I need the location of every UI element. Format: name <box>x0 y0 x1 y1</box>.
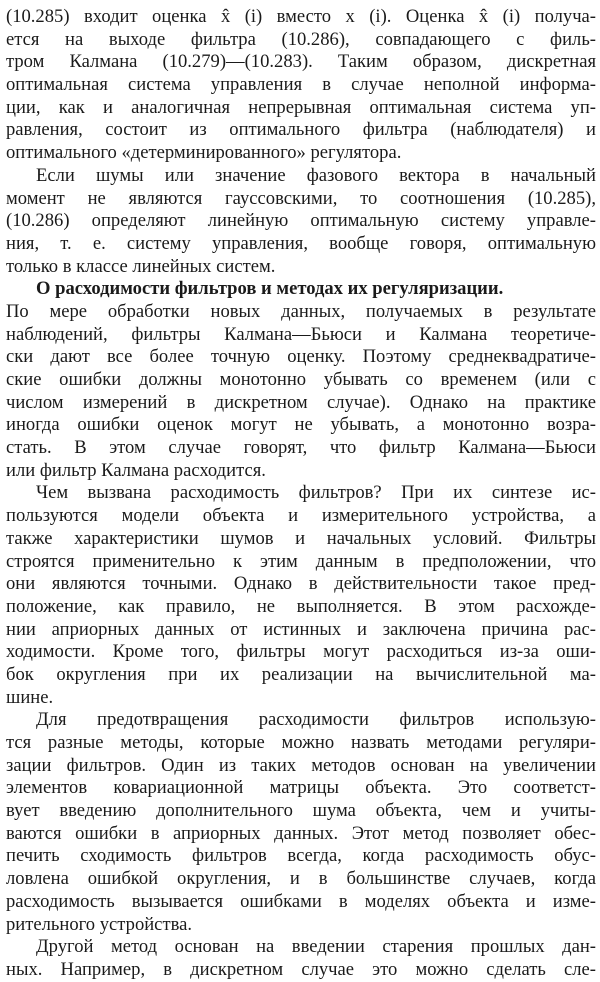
text-line: Если шумы или значение фазового вектора в начальный <box>36 164 596 186</box>
section-heading: О расходимости фильтров и методах их регуляризации. <box>36 278 504 300</box>
paragraph-2 <box>6 165 596 278</box>
section-heading-line <box>6 278 596 301</box>
text-line: зации фильтров. Один из таких методов основан на увеличении <box>6 754 596 776</box>
text-line: ется на выходе фильтра (10.286), совпадающего с филь- <box>6 28 596 50</box>
text-line: положение, как правило, не выполняется. В этом расхожде- <box>6 595 596 617</box>
text-line: элементов ковариационной матрицы объекта. Это соответст- <box>6 777 596 799</box>
text-line: расходимость вызывается ошибками в моделях объекта и изме- <box>6 890 596 912</box>
text-line: иногда ошибки оценок могут не убывать, а монотонно возра- <box>6 414 596 436</box>
paragraph-4 <box>6 482 596 709</box>
text-line: числом измерений в дискретном случае). Однако на практике <box>6 391 596 413</box>
text-line: вует введению дополнительного шума объекта, чем и учиты- <box>6 800 596 822</box>
text-line: они являются точными. Однако в действительности такое пред- <box>6 573 596 595</box>
paragraph-1 <box>6 6 596 165</box>
text-line: тром Калмана (10.279)—(10.283). Таким образом, дискретная <box>6 51 596 73</box>
text-line: бок округления при их реализации на вычислительной ма- <box>6 663 596 685</box>
text-line: также характеристики шумов и начальных условий. Фильтры <box>6 527 596 549</box>
text-line: Чем вызвана расходимость фильтров? При их синтезе ис- <box>36 482 596 504</box>
text-line: рительного устройства. <box>6 913 193 935</box>
text-line: тся разные методы, которые можно назвать методами регуляри- <box>6 732 596 753</box>
text-line: момент не являются гауссовскими, то соотношения (10.285), <box>6 187 596 209</box>
text-line: строятся применительно к этим данным в предположении, что <box>6 550 596 572</box>
text-line: оптимальная система управления в случае неполной информа- <box>6 74 596 96</box>
paragraph-3 <box>6 278 596 482</box>
paragraph-5 <box>6 709 596 936</box>
text-line: ных. Например, в дискретном случае это можно сделать сле- <box>6 958 596 980</box>
paragraph-6 <box>6 936 596 981</box>
text-line: пользуются модели объекта и измерительного устройства, а <box>6 505 596 527</box>
text-line: ции, как и аналогичная непрерывная оптимальная система уп- <box>6 96 596 118</box>
text-line: только в классе линейных систем. <box>6 255 276 277</box>
text-line: ские ошибки должны монотонно убывать со временем (или с <box>6 369 596 390</box>
text-line: ловлена ошибкой округления, и в большинстве случаев, когда <box>6 868 596 890</box>
text-line: оптимального «детерминированного» регулятора. <box>6 142 402 164</box>
text-line: или фильтр Калмана расходится. <box>6 459 266 481</box>
text-line: (10.286) определяют линейную оптимальную систему управле- <box>6 210 596 232</box>
text-line: стать. В этом случае говорят, что фильтр Калмана—Бьюси <box>6 437 596 459</box>
text-line: (10.285) входит оценка x̂ (i) вместо x (i). Оценка x̂ (i) получа- <box>6 6 596 27</box>
text-line: печить сходимость фильтров всегда, когда расходимость обус- <box>6 845 596 867</box>
text-line: наблюдений, фильтры Калмана—Бьюси и Калмана теоретиче- <box>6 323 596 345</box>
text-line: Для предотвращения расходимости фильтров использую- <box>36 709 596 731</box>
text-line: ния, т. е. систему управления, вообще говоря, оптимальную <box>6 232 596 254</box>
text-line: ходимости. Кроме того, фильтры могут расходиться из-за оши- <box>6 641 596 663</box>
text-line: равления, состоит из оптимального фильтра (наблюдателя) и <box>6 119 596 141</box>
text-line: По мере обработки новых данных, получаемых в результате <box>6 300 596 322</box>
text-line: нии априорных данных от истинных и заключена причина рас- <box>6 618 596 640</box>
text-line: шине. <box>6 686 54 708</box>
text-line: Другой метод основан на введении старения прошлых дан- <box>36 936 596 958</box>
text-line: ски дают все более точную оценку. Поэтому среднеквадратиче- <box>6 346 596 368</box>
text-line: ваются ошибки в априорных данных. Этот метод позволяет обес- <box>6 822 596 844</box>
